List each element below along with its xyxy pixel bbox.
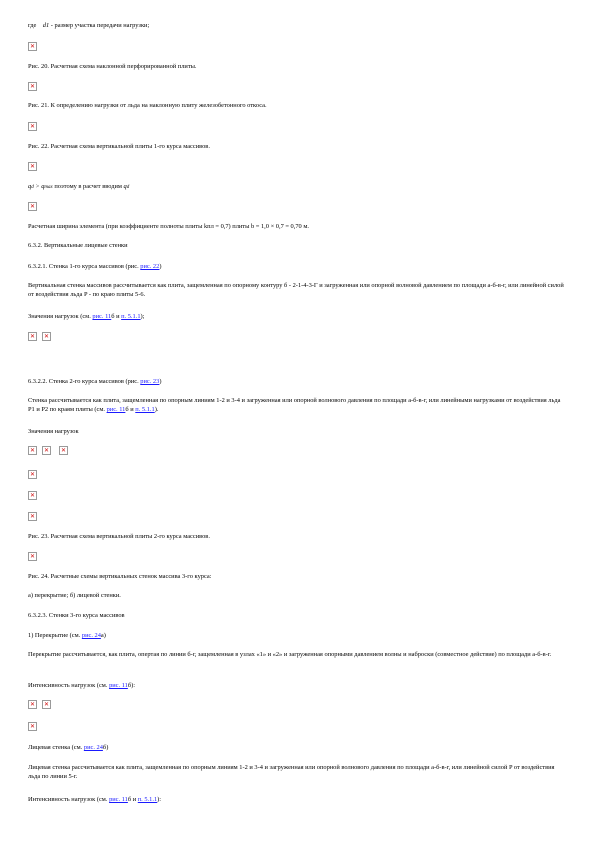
link-fig-11[interactable]: рис. 11 bbox=[109, 682, 128, 689]
paragraph-d1-definition: где d1 - размер участка передачи нагрузки; bbox=[28, 22, 150, 29]
paragraph-wall-1: Вертикальная стенка массивов рассчитывается как плита, защемленная по опорному контуру б - 2-1-4-3-Г и загруженная или опорной волновой давлением по площади а-б-в-г, или линейной силой от воздействия льда P - по краю плиты 5-6. bbox=[28, 282, 564, 298]
paragraph-face-wall: Лицевая стенка (см. рис. 24б) bbox=[28, 744, 109, 751]
link-fig-11[interactable]: рис. 11 bbox=[109, 796, 128, 803]
broken-image-icon bbox=[28, 700, 37, 709]
figure-24-caption: Рис. 24. Расчетные схемы вертикальных стенок массива 3-го курса: bbox=[28, 573, 212, 580]
figure-24-subcaption: а) перекрытие; б) лицевой стенки. bbox=[28, 592, 121, 599]
broken-image-icon bbox=[28, 162, 37, 171]
broken-image-icon bbox=[28, 82, 37, 91]
paragraph-load-values-1: Значения нагрузок (см. рис. 11б и п. 5.1.1); bbox=[28, 313, 145, 320]
broken-image-icon bbox=[28, 446, 37, 455]
broken-image-icon bbox=[28, 470, 37, 479]
link-fig-24[interactable]: рис. 24 bbox=[81, 632, 101, 639]
link-section-5-1-1[interactable]: п. 5.1.1 bbox=[137, 796, 158, 803]
broken-image-icon bbox=[28, 512, 37, 521]
section-heading-6-3-2-1: 6.3.2.1. Стенка 1-го курса массивов (рис. рис. 22) bbox=[28, 263, 162, 270]
section-heading-6-3-2: 6.3.2. Вертикальные лицевые стенки bbox=[28, 242, 128, 249]
figure-23-caption: Рис. 23. Расчетная схема вертикальной плиты 2-го курса массивов. bbox=[28, 533, 210, 540]
broken-image-icon bbox=[28, 491, 37, 500]
section-heading-6-3-2-2: 6.3.2.2. Стенка 2-го курса массивов (рис. рис. 23) bbox=[28, 378, 162, 385]
link-fig-23[interactable]: рис. 23 bbox=[140, 378, 160, 385]
paragraph-intensity-2: Интенсивность нагрузок (см. рис. 11б и п. 5.1.1): bbox=[28, 796, 162, 803]
broken-image-icon bbox=[42, 332, 51, 341]
broken-image-icon bbox=[28, 552, 37, 561]
figure-22-caption: Рис. 22. Расчетная схема вертикальной плиты 1-го курса массивов. bbox=[28, 143, 210, 150]
broken-image-icon bbox=[42, 700, 51, 709]
paragraph-wall-2: Стенка рассчитывается как плита, защемленная по опорным линиям 1-2 и 3-4 и загруженная или опорной волнового давления по площади а-б-в-г, или линейными нагрузками от воздействия льда P1 и P2 по краям плиты (см. рис. 11б и п. 5.1.1). bbox=[28, 397, 561, 413]
paragraph-intensity-1: Интенсивность нагрузок (см. рис. 11б): bbox=[28, 682, 136, 689]
broken-image-icon bbox=[28, 332, 37, 341]
link-fig-22[interactable]: рис. 22 bbox=[140, 263, 160, 270]
paragraph-slab: 1) Перекрытие (см. рис. 24а) bbox=[28, 632, 106, 639]
broken-image-icon bbox=[28, 122, 37, 131]
link-fig-11[interactable]: рис. 11 bbox=[92, 313, 112, 320]
paragraph-load-values-2: Значения нагрузок bbox=[28, 428, 79, 435]
link-fig-11[interactable]: рис. 11 bbox=[106, 406, 126, 413]
link-section-5-1-1[interactable]: п. 5.1.1 bbox=[135, 406, 155, 413]
figure-21-caption: Рис. 21. К определению нагрузки от льда на наклонную плиту железобетонного откоса. bbox=[28, 102, 267, 109]
link-section-5-1-1[interactable]: п. 5.1.1 bbox=[121, 313, 141, 320]
broken-image-icon bbox=[28, 202, 37, 211]
broken-image-icon bbox=[28, 42, 37, 51]
link-fig-24[interactable]: рис. 24 bbox=[83, 744, 103, 751]
paragraph-q-comparison: qd > qmах поэтому в расчет вводим qd bbox=[28, 183, 130, 190]
section-heading-6-3-2-3: 6.3.2.3. Стенки 3-го курса массивов bbox=[28, 612, 125, 619]
broken-image-icon bbox=[42, 446, 51, 455]
paragraph-slab-description: Перекрытие рассчитывается, как плита, опертая по линии б-г, защемленная в узлах «1» и «2» и загруженная опорными давлением волны и наброски (совместное действие) по площади а-б-в-г. bbox=[28, 651, 552, 658]
broken-image-icon bbox=[59, 446, 68, 455]
paragraph-design-width: Расчетная ширина элемента (при коэффициенте полноты плиты kпл = 0,7) плиты b = 1,0 × 0,7 = 0,70 м. bbox=[28, 223, 309, 230]
paragraph-face-wall-description: Лицевая стенка рассчитывается как плита, защемленная по опорным линиям 1-2 и 3-4 и загруженная или опорной волнового давления по площади а-б-в-г, или линейной силой P от воздействия льда по линии 5-г. bbox=[28, 764, 555, 780]
figure-20-caption: Рис. 20. Расчетная схема наклонной перфорированной плиты. bbox=[28, 63, 197, 70]
broken-image-icon bbox=[28, 722, 37, 731]
